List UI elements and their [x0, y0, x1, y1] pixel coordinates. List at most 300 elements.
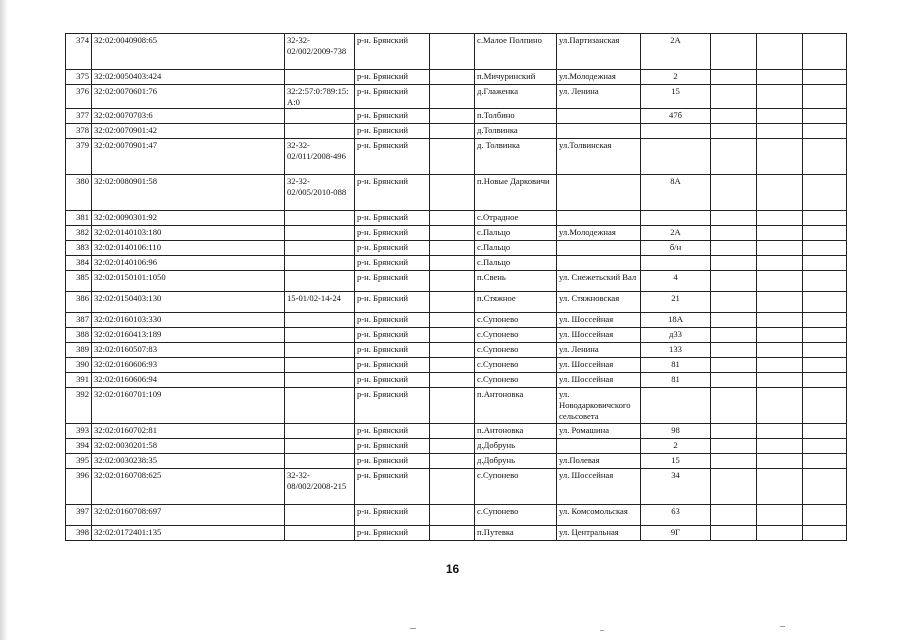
empty-cell-cell	[803, 109, 847, 124]
empty-cell-cell	[711, 241, 757, 256]
registration-number-cell	[285, 424, 355, 439]
empty-cell-cell	[803, 505, 847, 526]
street-cell	[557, 256, 641, 271]
settlement-cell: д.Добрунь	[475, 454, 557, 469]
house-number-cell: 2	[641, 70, 711, 85]
table-row	[66, 469, 847, 505]
settlement-cell: с.Супонево	[475, 505, 557, 526]
house-number-cell: 21	[641, 292, 711, 313]
empty-cell-cell	[430, 256, 475, 271]
settlement-cell: п.Стяжное	[475, 292, 557, 313]
district-cell: р-н. Брянский	[355, 292, 430, 313]
district-cell: р-н. Брянский	[355, 358, 430, 373]
street-cell: ул. Снежетьский Вал	[557, 271, 641, 292]
empty-cell-cell	[803, 34, 847, 70]
empty-cell-cell	[757, 34, 803, 70]
empty-cell-cell	[757, 139, 803, 175]
cadastral-number-cell: 32:02:0080901:58	[92, 175, 285, 211]
cadastral-number-cell: 32:02:0160708:625	[92, 469, 285, 505]
registration-number-cell: 32:2:57:0:789:15:А:0	[285, 85, 355, 109]
registration-number-cell	[285, 358, 355, 373]
empty-cell-cell	[757, 109, 803, 124]
cadastral-number-cell: 32:02:0150403:130	[92, 292, 285, 313]
district-cell: р-н. Брянский	[355, 388, 430, 424]
empty-cell-cell	[430, 292, 475, 313]
district-cell: р-н. Брянский	[355, 211, 430, 226]
empty-cell-cell	[430, 34, 475, 70]
table-row	[66, 211, 847, 226]
empty-cell-cell	[711, 313, 757, 328]
table-row	[66, 505, 847, 526]
empty-cell-cell	[430, 505, 475, 526]
street-cell: ул.Молодежная	[557, 70, 641, 85]
cadastral-number-cell: 32:02:0172401:135	[92, 526, 285, 541]
district-cell: р-н. Брянский	[355, 469, 430, 505]
house-number-cell: 4	[641, 271, 711, 292]
table-row	[66, 424, 847, 439]
street-cell: ул.Партизанская	[557, 34, 641, 70]
empty-cell-cell	[803, 328, 847, 343]
registration-number-cell	[285, 241, 355, 256]
empty-cell-cell	[711, 388, 757, 424]
cadastral-number-cell: 32:02:0070901:42	[92, 124, 285, 139]
empty-cell-cell	[803, 313, 847, 328]
table-row	[66, 271, 847, 292]
table-row	[66, 439, 847, 454]
cadastral-number-cell: 32:02:0030238:35	[92, 454, 285, 469]
house-number-cell: 15	[641, 85, 711, 109]
empty-cell-cell	[430, 526, 475, 541]
empty-cell-cell	[803, 424, 847, 439]
settlement-cell: д.Добрунь	[475, 439, 557, 454]
empty-cell-cell	[803, 358, 847, 373]
empty-cell-cell	[803, 343, 847, 358]
settlement-cell: с.Пальцо	[475, 226, 557, 241]
district-cell: р-н. Брянский	[355, 439, 430, 454]
house-number-cell: 63	[641, 505, 711, 526]
house-number-cell: 133	[641, 343, 711, 358]
registration-number-cell	[285, 454, 355, 469]
registration-number-cell	[285, 109, 355, 124]
street-cell	[557, 109, 641, 124]
house-number-cell: д33	[641, 328, 711, 343]
empty-cell-cell	[757, 85, 803, 109]
table-row	[66, 256, 847, 271]
table-row	[66, 313, 847, 328]
settlement-cell: с.Малое Полпино	[475, 34, 557, 70]
scan-speck	[780, 626, 785, 627]
district-cell: р-н. Брянский	[355, 313, 430, 328]
cadastral-number-cell: 32:02:0140103:180	[92, 226, 285, 241]
settlement-cell: с.Супонево	[475, 313, 557, 328]
street-cell: ул. Стяжновская	[557, 292, 641, 313]
row-number-cell: 389	[66, 343, 92, 358]
settlement-cell: с.Пальцо	[475, 256, 557, 271]
scan-speck	[600, 630, 604, 631]
house-number-cell: 2А	[641, 34, 711, 70]
page-number: 16	[445, 562, 460, 576]
table-row	[66, 358, 847, 373]
empty-cell-cell	[803, 292, 847, 313]
empty-cell-cell	[711, 34, 757, 70]
empty-cell-cell	[803, 454, 847, 469]
registration-number-cell	[285, 439, 355, 454]
empty-cell-cell	[430, 85, 475, 109]
district-cell: р-н. Брянский	[355, 34, 430, 70]
row-number-cell: 398	[66, 526, 92, 541]
row-number-cell: 379	[66, 139, 92, 175]
empty-cell-cell	[711, 292, 757, 313]
house-number-cell: 2А	[641, 226, 711, 241]
street-cell: ул. Ленина	[557, 85, 641, 109]
house-number-cell	[641, 124, 711, 139]
empty-cell-cell	[430, 424, 475, 439]
settlement-cell: с.Супонево	[475, 373, 557, 388]
empty-cell-cell	[430, 175, 475, 211]
empty-cell-cell	[757, 439, 803, 454]
empty-cell-cell	[711, 328, 757, 343]
row-number-cell: 382	[66, 226, 92, 241]
street-cell: ул. Шоссейная	[557, 373, 641, 388]
settlement-cell: п.Новые Дарковичи	[475, 175, 557, 211]
registration-number-cell	[285, 271, 355, 292]
house-number-cell: 15	[641, 454, 711, 469]
table-row	[66, 226, 847, 241]
district-cell: р-н. Брянский	[355, 526, 430, 541]
house-number-cell: 9Г	[641, 526, 711, 541]
registration-number-cell	[285, 124, 355, 139]
row-number-cell: 386	[66, 292, 92, 313]
empty-cell-cell	[430, 358, 475, 373]
cadastral-number-cell: 32:02:0140106:110	[92, 241, 285, 256]
empty-cell-cell	[757, 292, 803, 313]
district-cell: р-н. Брянский	[355, 343, 430, 358]
street-cell: ул. Шоссейная	[557, 313, 641, 328]
empty-cell-cell	[757, 226, 803, 241]
table-row	[66, 34, 847, 70]
house-number-cell: 81	[641, 358, 711, 373]
district-cell: р-н. Брянский	[355, 70, 430, 85]
house-number-cell: 34	[641, 469, 711, 505]
empty-cell-cell	[803, 469, 847, 505]
empty-cell-cell	[711, 358, 757, 373]
table-row	[66, 343, 847, 358]
row-number-cell: 381	[66, 211, 92, 226]
empty-cell-cell	[757, 313, 803, 328]
cadastral-number-cell: 32:02:0160702:81	[92, 424, 285, 439]
scan-speck	[410, 628, 416, 629]
empty-cell-cell	[757, 454, 803, 469]
table-row	[66, 526, 847, 541]
row-number-cell: 391	[66, 373, 92, 388]
cadastral-number-cell: 32:02:0070901:47	[92, 139, 285, 175]
cadastral-number-cell: 32:02:0050403:424	[92, 70, 285, 85]
empty-cell-cell	[711, 85, 757, 109]
cadastral-number-cell: 32:02:0160413:189	[92, 328, 285, 343]
row-number-cell: 376	[66, 85, 92, 109]
empty-cell-cell	[757, 373, 803, 388]
empty-cell-cell	[803, 139, 847, 175]
empty-cell-cell	[803, 388, 847, 424]
empty-cell-cell	[711, 109, 757, 124]
empty-cell-cell	[803, 256, 847, 271]
district-cell: р-н. Брянский	[355, 505, 430, 526]
empty-cell-cell	[711, 256, 757, 271]
empty-cell-cell	[803, 226, 847, 241]
house-number-cell: 81	[641, 373, 711, 388]
scan-page-edge	[0, 0, 8, 640]
empty-cell-cell	[430, 271, 475, 292]
property-registry-table	[65, 33, 847, 541]
row-number-cell: 396	[66, 469, 92, 505]
settlement-cell: с.Пальцо	[475, 241, 557, 256]
empty-cell-cell	[711, 139, 757, 175]
row-number-cell: 378	[66, 124, 92, 139]
empty-cell-cell	[757, 526, 803, 541]
registration-number-cell	[285, 211, 355, 226]
district-cell: р-н. Брянский	[355, 139, 430, 175]
empty-cell-cell	[757, 469, 803, 505]
empty-cell-cell	[430, 373, 475, 388]
empty-cell-cell	[757, 328, 803, 343]
district-cell: р-н. Брянский	[355, 424, 430, 439]
district-cell: р-н. Брянский	[355, 271, 430, 292]
district-cell: р-н. Брянский	[355, 256, 430, 271]
settlement-cell: п.Мичуринский	[475, 70, 557, 85]
table-row	[66, 175, 847, 211]
empty-cell-cell	[711, 271, 757, 292]
cadastral-number-cell: 32:02:0160708:697	[92, 505, 285, 526]
empty-cell-cell	[711, 505, 757, 526]
cadastral-number-cell: 32:02:0160507:83	[92, 343, 285, 358]
empty-cell-cell	[430, 454, 475, 469]
empty-cell-cell	[803, 271, 847, 292]
empty-cell-cell	[711, 454, 757, 469]
empty-cell-cell	[757, 343, 803, 358]
empty-cell-cell	[711, 226, 757, 241]
cadastral-number-cell: 32:02:0160606:93	[92, 358, 285, 373]
cadastral-number-cell: 32:02:0160606:94	[92, 373, 285, 388]
empty-cell-cell	[430, 124, 475, 139]
registry-body	[66, 34, 847, 541]
house-number-cell: 18А	[641, 313, 711, 328]
empty-cell-cell	[430, 226, 475, 241]
registration-number-cell	[285, 328, 355, 343]
cadastral-number-cell: 32:02:0090301:92	[92, 211, 285, 226]
empty-cell-cell	[430, 109, 475, 124]
row-number-cell: 390	[66, 358, 92, 373]
street-cell: ул.Толвинская	[557, 139, 641, 175]
empty-cell-cell	[757, 388, 803, 424]
empty-cell-cell	[430, 439, 475, 454]
district-cell: р-н. Брянский	[355, 109, 430, 124]
district-cell: р-н. Брянский	[355, 454, 430, 469]
street-cell: ул. Комсомольская	[557, 505, 641, 526]
table-row	[66, 139, 847, 175]
settlement-cell: д.Толвинка	[475, 124, 557, 139]
empty-cell-cell	[757, 175, 803, 211]
empty-cell-cell	[430, 313, 475, 328]
registration-number-cell: 32-32-02/002/2009-738	[285, 34, 355, 70]
settlement-cell: с.Отрадное	[475, 211, 557, 226]
house-number-cell	[641, 256, 711, 271]
empty-cell-cell	[757, 211, 803, 226]
street-cell: ул. Шоссейная	[557, 328, 641, 343]
registration-number-cell: 15-01/02-14-24	[285, 292, 355, 313]
row-number-cell: 394	[66, 439, 92, 454]
street-cell	[557, 439, 641, 454]
table-row	[66, 328, 847, 343]
settlement-cell: п.Толбино	[475, 109, 557, 124]
empty-cell-cell	[430, 388, 475, 424]
settlement-cell: с.Супонево	[475, 343, 557, 358]
settlement-cell: д. Толвинка	[475, 139, 557, 175]
settlement-cell: п.Свень	[475, 271, 557, 292]
cadastral-number-cell: 32:02:0070601:76	[92, 85, 285, 109]
house-number-cell	[641, 139, 711, 175]
house-number-cell: 2	[641, 439, 711, 454]
street-cell	[557, 175, 641, 211]
registration-number-cell	[285, 343, 355, 358]
settlement-cell: с.Супонево	[475, 469, 557, 505]
table-row	[66, 70, 847, 85]
street-cell: ул. Шоссейная	[557, 358, 641, 373]
row-number-cell: 374	[66, 34, 92, 70]
empty-cell-cell	[757, 505, 803, 526]
district-cell: р-н. Брянский	[355, 241, 430, 256]
empty-cell-cell	[803, 526, 847, 541]
empty-cell-cell	[803, 373, 847, 388]
empty-cell-cell	[757, 241, 803, 256]
table-row	[66, 241, 847, 256]
district-cell: р-н. Брянский	[355, 328, 430, 343]
empty-cell-cell	[711, 373, 757, 388]
street-cell: ул.Полевая	[557, 454, 641, 469]
empty-cell-cell	[803, 175, 847, 211]
table-row	[66, 292, 847, 313]
district-cell: р-н. Брянский	[355, 373, 430, 388]
table-row	[66, 373, 847, 388]
empty-cell-cell	[711, 424, 757, 439]
settlement-cell: с.Супонево	[475, 358, 557, 373]
empty-cell-cell	[430, 469, 475, 505]
house-number-cell	[641, 388, 711, 424]
table-row	[66, 388, 847, 424]
registration-number-cell	[285, 505, 355, 526]
row-number-cell: 375	[66, 70, 92, 85]
street-cell: ул. Центральная	[557, 526, 641, 541]
empty-cell-cell	[430, 70, 475, 85]
empty-cell-cell	[430, 328, 475, 343]
street-cell: ул. Новодарковичского сельсовета	[557, 388, 641, 424]
row-number-cell: 395	[66, 454, 92, 469]
cadastral-number-cell: 32:02:0040908:65	[92, 34, 285, 70]
street-cell: ул. Ленина	[557, 343, 641, 358]
settlement-cell: д.Глаженка	[475, 85, 557, 109]
row-number-cell: 383	[66, 241, 92, 256]
empty-cell-cell	[711, 175, 757, 211]
registration-number-cell	[285, 256, 355, 271]
cadastral-number-cell: 32:02:0070703:6	[92, 109, 285, 124]
empty-cell-cell	[711, 439, 757, 454]
empty-cell-cell	[803, 241, 847, 256]
empty-cell-cell	[803, 85, 847, 109]
registration-number-cell	[285, 226, 355, 241]
cadastral-number-cell: 32:02:0150101:1050	[92, 271, 285, 292]
house-number-cell: 98	[641, 424, 711, 439]
settlement-cell: п.Антоновка	[475, 388, 557, 424]
empty-cell-cell	[711, 343, 757, 358]
street-cell	[557, 124, 641, 139]
empty-cell-cell	[430, 211, 475, 226]
street-cell: ул.Молодежная	[557, 226, 641, 241]
row-number-cell: 377	[66, 109, 92, 124]
empty-cell-cell	[711, 124, 757, 139]
registration-number-cell: 32-32-02/011/2008-496	[285, 139, 355, 175]
settlement-cell: п.Путевка	[475, 526, 557, 541]
registration-number-cell: 32-32-08/002/2008-215	[285, 469, 355, 505]
row-number-cell: 397	[66, 505, 92, 526]
registration-number-cell	[285, 526, 355, 541]
empty-cell-cell	[430, 139, 475, 175]
district-cell: р-н. Брянский	[355, 175, 430, 211]
table-row	[66, 124, 847, 139]
street-cell	[557, 211, 641, 226]
empty-cell-cell	[711, 70, 757, 85]
empty-cell-cell	[757, 124, 803, 139]
row-number-cell: 387	[66, 313, 92, 328]
empty-cell-cell	[430, 241, 475, 256]
house-number-cell	[641, 211, 711, 226]
empty-cell-cell	[803, 211, 847, 226]
empty-cell-cell	[757, 256, 803, 271]
empty-cell-cell	[757, 271, 803, 292]
row-number-cell: 393	[66, 424, 92, 439]
district-cell: р-н. Брянский	[355, 226, 430, 241]
empty-cell-cell	[430, 343, 475, 358]
settlement-cell: с.Супонево	[475, 328, 557, 343]
table-row	[66, 109, 847, 124]
cadastral-number-cell: 32:02:0140106:96	[92, 256, 285, 271]
empty-cell-cell	[803, 70, 847, 85]
row-number-cell: 392	[66, 388, 92, 424]
house-number-cell: б/н	[641, 241, 711, 256]
settlement-cell: п.Антоновка	[475, 424, 557, 439]
street-cell	[557, 241, 641, 256]
street-cell: ул. Ромашина	[557, 424, 641, 439]
empty-cell-cell	[711, 211, 757, 226]
row-number-cell: 384	[66, 256, 92, 271]
empty-cell-cell	[757, 70, 803, 85]
empty-cell-cell	[803, 439, 847, 454]
empty-cell-cell	[711, 526, 757, 541]
row-number-cell: 385	[66, 271, 92, 292]
registration-number-cell	[285, 388, 355, 424]
registration-number-cell: 32-32-02/005/2010-088	[285, 175, 355, 211]
cadastral-number-cell: 32:02:0160701:109	[92, 388, 285, 424]
empty-cell-cell	[757, 424, 803, 439]
district-cell: р-н. Брянский	[355, 124, 430, 139]
registration-number-cell	[285, 70, 355, 85]
table-row	[66, 85, 847, 109]
house-number-cell: 47б	[641, 109, 711, 124]
registration-number-cell	[285, 313, 355, 328]
registration-number-cell	[285, 373, 355, 388]
table-row	[66, 454, 847, 469]
cadastral-number-cell: 32:02:0030201:58	[92, 439, 285, 454]
row-number-cell: 388	[66, 328, 92, 343]
row-number-cell: 380	[66, 175, 92, 211]
